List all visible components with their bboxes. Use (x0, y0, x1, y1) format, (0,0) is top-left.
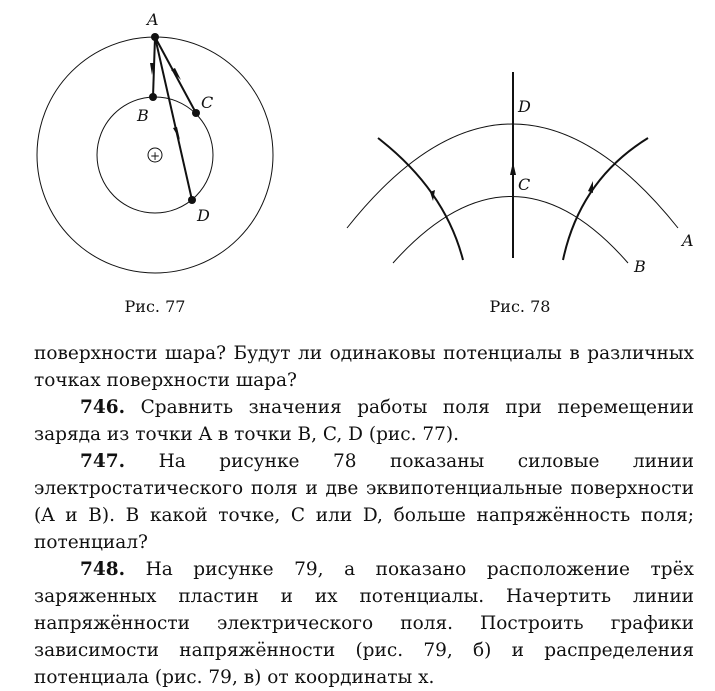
problem-746-number: 746. (80, 397, 126, 418)
problem-746-text: Сравнить значения работы поля при перемещении заряда из точки A в точки B, C, D (рис. 77). (34, 397, 694, 445)
problem-748-number: 748. (80, 559, 126, 580)
center-charge-sign: + (149, 149, 161, 163)
problem-746 (34, 394, 694, 448)
caption-78: Рис. 78 (489, 297, 551, 316)
equipotential-b (393, 197, 628, 264)
arrow-center (510, 162, 516, 175)
label-a: A (147, 10, 159, 29)
problem-747-number: 747. (80, 451, 126, 472)
problems-text (34, 340, 694, 691)
problem-748 (34, 556, 694, 691)
continued-text: поверхности шара? Будут ли одинаковы потенциалы в различных точках поверхности шара? (34, 343, 694, 391)
point-a (151, 33, 159, 41)
point-c (192, 109, 200, 117)
caption-77: Рис. 77 (124, 297, 186, 316)
problem-747-text: На рисунке 78 показаны силовые линии электростатического поля и две эквипотенциальные поверхности (A и B). В какой точке, C или D, больше напряжённость поля; потенциал? (34, 451, 694, 553)
point-d (188, 196, 196, 204)
label-d: D (197, 206, 210, 225)
label-c-78: C (518, 175, 531, 194)
label-c: C (201, 93, 214, 112)
figure-77 (37, 10, 273, 316)
problem-748-text: На рисунке 79, а показано расположение трёх заряженных пластин и их потенциалы. Начертить линии напряжённости электрического поля. Построить графики зависимости напряжённости (рис. 79, б) и распределения потенциала (рис. 79, в) от координаты x. (34, 559, 694, 688)
field-line-right (563, 138, 648, 260)
arrow-a-c (171, 68, 181, 80)
point-b (149, 93, 157, 101)
label-surface-b: B (634, 257, 646, 276)
arrow-a-d (173, 127, 180, 140)
figure-78 (347, 72, 694, 316)
path-a-d (155, 37, 192, 200)
label-d-78: D (518, 97, 531, 116)
figures (0, 0, 715, 330)
problem-747 (34, 448, 694, 556)
label-surface-a: A (682, 231, 694, 250)
label-b: B (137, 106, 149, 125)
path-a-c (155, 37, 196, 113)
arrow-right (588, 181, 593, 193)
